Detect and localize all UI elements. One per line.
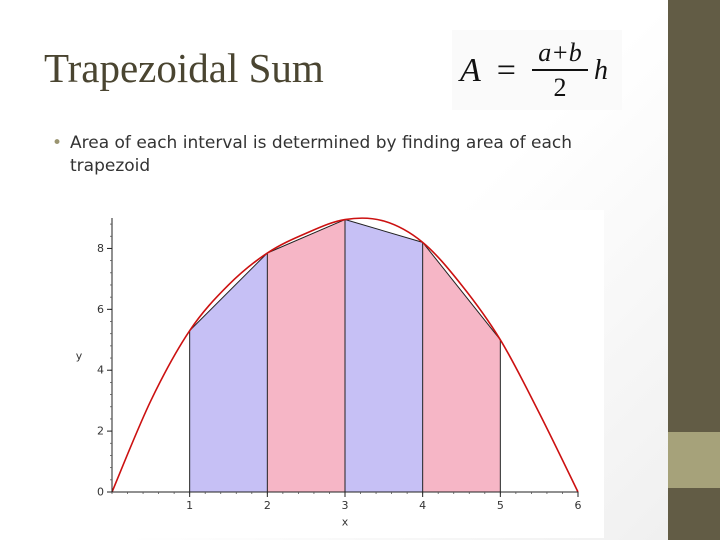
formula-factor: h [593,55,608,86]
trapezoid-2 [267,220,345,492]
formula-lhs: A [460,52,481,89]
sidebar-accent-footer [668,488,720,540]
x-tick-label: 1 [186,499,194,512]
y-tick-label: 2 [97,424,104,438]
trapezoid-4 [423,242,501,492]
x-tick-label: 4 [419,499,427,512]
formula-fraction-bar [532,69,588,71]
trapezoid-1 [190,253,268,492]
formula-numerator: a+b [538,38,582,67]
y-tick-label: 8 [97,241,104,255]
bullet-text: Area of each interval is determined by finding area of each trapezoid [70,133,573,176]
trapezoid-3 [345,220,423,492]
y-tick-label: 0 [97,485,104,499]
y-axis-label: y [75,349,83,363]
y-tick-label: 4 [97,363,104,377]
sidebar-accent-block [668,432,720,488]
x-tick-label: 3 [341,499,349,512]
sidebar-accent-bar [668,0,720,432]
x-tick-label: 5 [496,499,504,512]
x-tick-label: 6 [574,499,582,512]
bullet-icon: • [52,133,63,153]
y-tick-label: 6 [97,302,104,316]
formula-equals: = [496,52,516,89]
x-axis-label: x [341,515,349,529]
x-tick-label: 2 [263,499,271,512]
trapezoid-chart [66,210,604,538]
slide-title: Trapezoidal Sum [44,45,324,91]
formula-denominator: 2 [553,73,567,102]
bullet-point [52,132,612,178]
chart-svg [66,210,604,538]
trapezoid-area-formula [460,36,608,106]
formula-fraction [532,39,588,103]
